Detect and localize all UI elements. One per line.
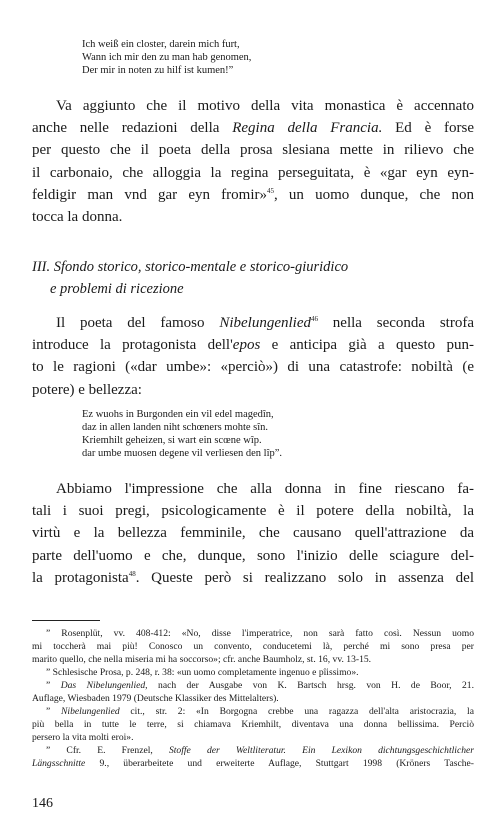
paragraph-line: tocca la donna. [32,209,123,226]
footnote-line: ” Nibelungenlied cit., str. 2: «In Borgogna crebbe una ragazza dell'alta aristocrazia, la [46,706,474,717]
paragraph-line: parte dell'uomo e che, dunque, sono l'inizio delle sciagure del- [32,547,474,564]
footnote [32,706,474,744]
footnote [32,628,474,666]
footnote [32,745,474,771]
verse-line: Kriemhilt geheizen, si wart ein scœne wîp. [82,435,262,446]
footnote-line: più bella in tutte le terre, si chiamava Kriemhilt, diventava una donna bellissima. Perciò [32,718,474,730]
paragraph-line: virtù e la bellezza femminile, che causano quell'attrazione da [32,525,474,542]
verse-line: Der mir in noten zu hilf ist kumen!” [82,65,234,76]
footnote-line: Auflage, Wiesbaden 1979 (Deutsche Klassiker des Mittelalters). [32,692,279,704]
paragraph-line: la protagonista$^{48}$. Queste però si realizzano solo in assenza del [32,569,474,586]
footnote [32,667,474,680]
footnote-ref: 46 [310,315,318,323]
paragraph-line: il carbonaio, che alloggia la regina perseguitata, è «gar eyn eyn- [32,164,474,181]
page-number: 146 [32,796,53,811]
verse-line: daz in allen landen niht schœners mohte sîn. [82,422,269,433]
verse-line: Ez wuohs in Burgonden ein vil edel magedîn, [82,409,274,420]
verse-quote-top [82,38,251,77]
footnote-line: ” Das Nibelungenlied, nach der Ausgabe von K. Bartsch hrsg. von H. de Boor, 21. [46,680,474,691]
verse-quote-nibelungen [82,408,282,460]
paragraph-line: introduce la protagonista dell'epos e anticipa già a questo pun- [32,337,474,354]
footnote-line: persero la vita molti eroi». [32,731,134,743]
paragraph-line: tali i suoi pregi, psicologicamente è il potere della nobiltà, la [32,503,474,520]
paragraph-line: anche nelle redazioni della Regina della Francia. Ed è forse [32,120,474,137]
footnote-line: Längsschnitte 9., überarbeitete und erweiterte Auflage, Stuttgart 1998 (Kröners Tasche- [32,757,474,769]
heading-line: e problemi di ricezione [50,281,184,297]
verse-line: Wann ich mir den zu man hab genomen, [82,52,252,63]
paragraph-line: Abbiamo l'impressione che alla donna in fine riescano fa- [56,481,474,497]
footnote-line: marito quello, che nella miseria mi ha soccorso»; cfr. anche Baumholz, st. 16, vv. 13-15. [32,653,372,665]
footnote-line: ” Schlesische Prosa, p. 248, r. 38: «un uomo completamente ingenuo e pîissimo». [46,667,359,678]
footnote-line: ” Cfr. E. Frenzel, Stoffe der Weltliteratur. Ein Lexikon dichtungsgeschichtlicher [46,745,475,756]
paragraph-line: to le ragioni («dar umbe»: «perciò») di una catastrofe: nobiltà (e [32,359,474,376]
paragraph-line: per questo che il poeta della prosa slesiana mette in rilievo che [32,142,474,159]
paragraph-line: Il poeta del famoso Nibelungenlied$^{46}$ nella seconda strofa [56,315,474,331]
paragraph-2 [32,312,474,401]
verse-line: dar umbe muosen degene vil verliesen den lîp”. [82,448,283,459]
paragraph-line: feldigir man vnd gar eyn fromir»$^{45}$, un uomo dunque, che non [32,186,475,203]
paragraph-line: potere) e bellezza: [32,381,142,398]
footnote-line: mi toccherà mai più! Conosco un convento, conducetemi là, perché mi sono presa per [32,640,474,652]
verse-line: Ich weiß ein closter, darein mich furt, [82,39,240,50]
footnote-separator [32,620,100,621]
paragraph-line: Va aggiunto che il motivo della vita monastica è accennato [56,98,474,114]
footnote-ref: 45 [266,186,274,195]
footnote [32,680,474,706]
footnote-ref: 48 [128,569,136,578]
section-heading [32,256,472,300]
paragraph-3 [32,478,474,589]
heading-line: III. Sfondo storico, storico-mentale e storico-giuridico [32,259,349,275]
paragraph-1 [32,95,474,228]
footnote-line: ” Rosenplüt, vv. 408-412: «No, disse l'imperatrice, non sarà fatto così. Nessun uomo [46,628,474,639]
